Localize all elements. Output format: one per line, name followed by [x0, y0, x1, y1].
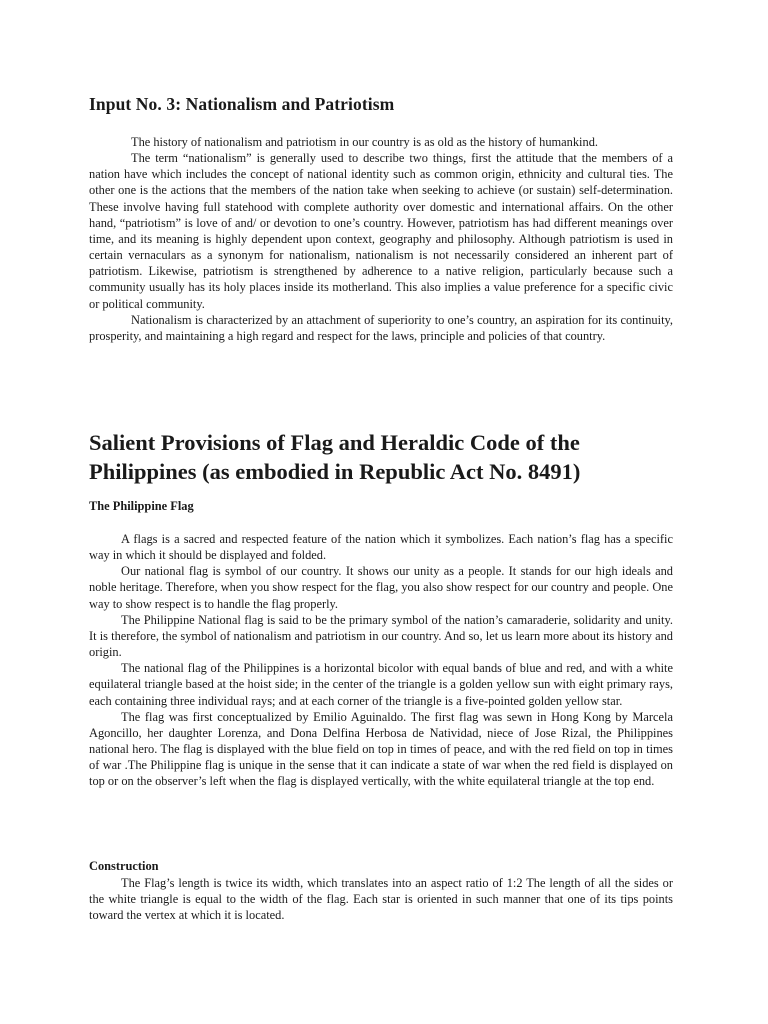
flag-paragraph: The flag was first conceptualized by Emilio Aguinaldo. The first flag was sewn in Hong Kong by Marcela Agoncillo, her daughter Lorenza, and Dona Delfina Herbosa de Natividad, niece of Jose Rizal, the Philippines national hero. The flag is displayed with the blue field on top in times of peace, and with the red field on top in times of war .The Philippine flag is unique in the sense that it can indicate a state of war when the red field is displayed on top or on the observer’s left when the flag is displayed vertically, with the white equilateral triangle at the top end. — [89, 709, 673, 789]
flag-heading: The Philippine Flag — [89, 499, 194, 513]
flag-paragraph: The national flag of the Philippines is a horizontal bicolor with equal bands of blue and red, and with a white equilateral triangle based at the hoist side; in the center of the triangle is a golden yellow sun with eight primary rays, each containing three individual rays; and at each corner of the triangle is a five-pointed golden yellow star. — [89, 661, 673, 708]
construction-section — [89, 875, 673, 923]
input-heading: Input No. 3: Nationalism and Patriotism — [89, 94, 395, 114]
flag-paragraph: A flags is a sacred and respected feature of the nation which it symbolizes. Each nation’s flag has a specific way in which it should be displayed and folded. — [89, 532, 673, 563]
nationalism-paragraph: The term “nationalism” is generally used to describe two things, first the attitude that the members of a nation have which includes the concept of national identity such as common origin, ethnicity and cultural ties. The other one is the actions that the members of the nation take when seeking to achieve (or sustain) self-determination. These involve having full statehood with complete authority over domestic and international affairs. On the other hand, “patriotism” is love of and/ or devotion to one’s country. However, patriotism has had different meanings over time, and its meaning is highly dependent upon context, geography and philosophy. Although patriotism is used in certain vernaculars as a synonym for nationalism, nationalism is not necessarily considered an inherent part of patriotism. Likewise, patriotism is strengthened by adherence to a native religion, particularly because such a community usually has its holy places inside its motherland. This also implies a value preference for a specific civic or political community. — [89, 151, 673, 311]
flag-section — [89, 531, 673, 790]
flag-paragraph: Our national flag is symbol of our country. It shows our unity as a people. It stands for our high ideals and noble heritage. Therefore, when you show respect for the flag, you also show respect for our country and people. One way to show respect is to handle the flag properly. — [89, 564, 673, 611]
nationalism-paragraph: Nationalism is characterized by an attachment of superiority to one’s country, an aspiration for its continuity, prosperity, and maintaining a high regard and respect for the laws, principle and policies of that country. — [89, 312, 673, 343]
flag-paragraph: The Philippine National flag is said to be the primary symbol of the nation’s camaraderie, solidarity and unity. It is therefore, the symbol of nationalism and patriotism in our country. And so, let us learn more about its history and origin. — [89, 612, 673, 660]
nationalism-section — [89, 134, 673, 344]
salient-provisions-heading: Salient Provisions of Flag and Heraldic Code of the Philippines (as embodied in Republic Act No. 8491) — [89, 430, 581, 484]
construction-heading: Construction — [89, 859, 159, 873]
nationalism-paragraph: The history of nationalism and patriotism in our country is as old as the history of humankind. — [131, 135, 598, 149]
construction-paragraph: The Flag’s length is twice its width, which translates into an aspect ratio of 1:2 The length of all the sides or the white triangle is equal to the width of the flag. Each star is oriented in such manner that one of its tips points toward the vertex at which it is located. — [89, 876, 673, 923]
